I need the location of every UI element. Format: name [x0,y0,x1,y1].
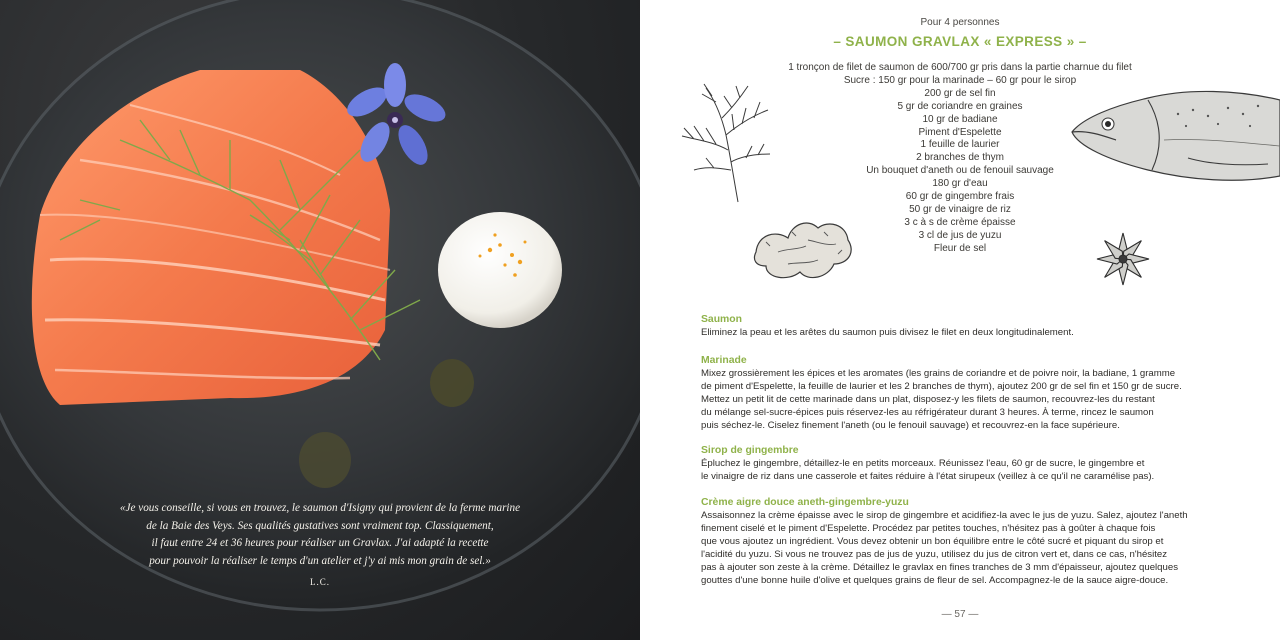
section-saumon [701,313,1241,339]
quote-line: pour pouvoir la réaliser le temps d'un atelier et j'y ai mis mon grain de sel.» [149,554,491,567]
ingredient-item: Fleur de sel [933,242,987,254]
section-text: Mixez grossièrement les épices et les aromates (les grains de coriandre et de poivre noir, la badiane, 1 gramme [701,368,1176,379]
section-heading: Crème aigre douce aneth-gingembre-yuzu [701,497,909,508]
oil-drop [299,432,351,488]
ingredient-item: 60 gr de gingembre frais [905,191,1015,203]
ingredient-item: 3 cl de jus de yuzu [918,229,1002,241]
section-text: puis séchez-le. Ciselez finement l'aneth (ou le fenouil sauvage) et recouvrez-en la face supérieure. [701,420,1120,432]
section-text: Mettez un petit lit de cette marinade dans un plat, disposez-y les filets de saumon, recouvrez-les du restant [701,394,1155,406]
ingredient-item: 200 gr de sel fin [924,87,996,99]
section-text: l'acidité du yuzu. Si vous ne trouvez pas de jus de yuzu, utilisez du jus de citron vert et, dans ce cas, n'hésitez [701,549,1168,561]
chef-quote [100,500,540,592]
quote-signature: L.C. [309,577,330,588]
section-text: gouttes d'une bonne huile d'olive et quelques grains de fleur de sel. Accompagnez-le de la sauce aigre-douce. [701,575,1169,587]
section-heading: Marinade [701,355,747,366]
star-anise-icon [1092,228,1154,290]
section-marinade [701,354,1241,432]
section-creme [701,496,1241,588]
section-text: du mélange sel-sucre-épices puis réservez-les au réfrigérateur durant 3 heures. À terme, rincez le saumon [701,407,1154,419]
ingredient-item: 1 feuille de laurier [920,139,1000,151]
recipe-title: – SAUMON GRAVLAX « EXPRESS » – [833,34,1087,49]
recipe-page [640,0,1280,640]
section-heading: Sirop de gingembre [701,445,799,456]
section-text: pas à ajouter son zeste à la crème. Détaillez le gravlax en fines tranches de 3 mm d'épaisseur, ajoutez quelques [701,562,1178,574]
ingredient-item: Piment d'Espelette [918,126,1002,138]
ingredient-item: 50 gr de vinaigre de riz [909,203,1011,215]
section-sirop [701,444,1241,483]
cream-quenelle [438,212,562,328]
oil-drop [430,359,474,407]
ingredient-item: Un bouquet d'aneth ou de fenouil sauvage [866,165,1054,177]
ingredient-item: 180 gr d'eau [932,178,988,190]
ingredient-item: 2 branches de thym [916,152,1004,164]
ingredient-item: 3 c à s de crème épaisse [904,216,1016,228]
quote-line: il faut entre 24 et 36 heures pour réaliser un Gravlax. J'ai adapté la recette [151,537,489,550]
section-text: finement ciselé et le piment d'Espelette. Procédez par petites touches, n'hésitez pas à goûter à chaque fois [701,523,1156,535]
ingredient-item: 10 gr de badiane [922,113,998,125]
ingredient-item: 1 tronçon de filet de saumon de 600/700 gr pris dans la partie charnue du filet [788,62,1132,73]
dill-icon [676,80,776,205]
ginger-icon [748,212,858,287]
quote-line: «Je vous conseille, si vous en trouvez, le saumon d'Isigny qui provient de la ferme marine [119,502,521,514]
section-text: le vinaigre de riz dans une casserole et faites réduire à l'état sirupeux (veillez à ce qu'il ne caramélise pas). [701,471,1155,483]
servings: Pour 4 personnes [920,17,1000,28]
section-text: que vous ajoutez un ingrédient. Vous devez obtenir un bon équilibre entre le côté sucré et piquant du sirop et [701,536,1164,548]
fish-icon [1068,80,1280,195]
ingredient-item: Sucre : 150 gr pour la marinade – 60 gr pour le sirop [843,74,1077,86]
ingredient-item: 5 gr de coriandre en graines [897,100,1023,112]
section-text: Eliminez la peau et les arêtes du saumon puis divisez le filet en deux longitudinalement. [701,327,1074,338]
section-text: Assaisonnez la crème épaisse avec le sirop de gingembre et acidifiez-la avec le jus de yuzu. Salez, ajoutez l'aneth [701,510,1188,521]
page-number: — 57 — [941,609,979,620]
section-heading: Saumon [701,314,742,325]
section-text: Épluchez le gingembre, détaillez-le en petits morceaux. Réunissez l'eau, 60 gr de sucre, le gingembre et [701,458,1145,469]
section-text: de piment d'Espelette, la feuille de laurier et les 2 branches de thym), ajoutez 200 gr de sel fin et 150 gr de sucre. [701,381,1182,393]
quote-line: de la Baie des Veys. Ses qualités gustatives sont vraiment top. Classiquement, [146,519,494,532]
